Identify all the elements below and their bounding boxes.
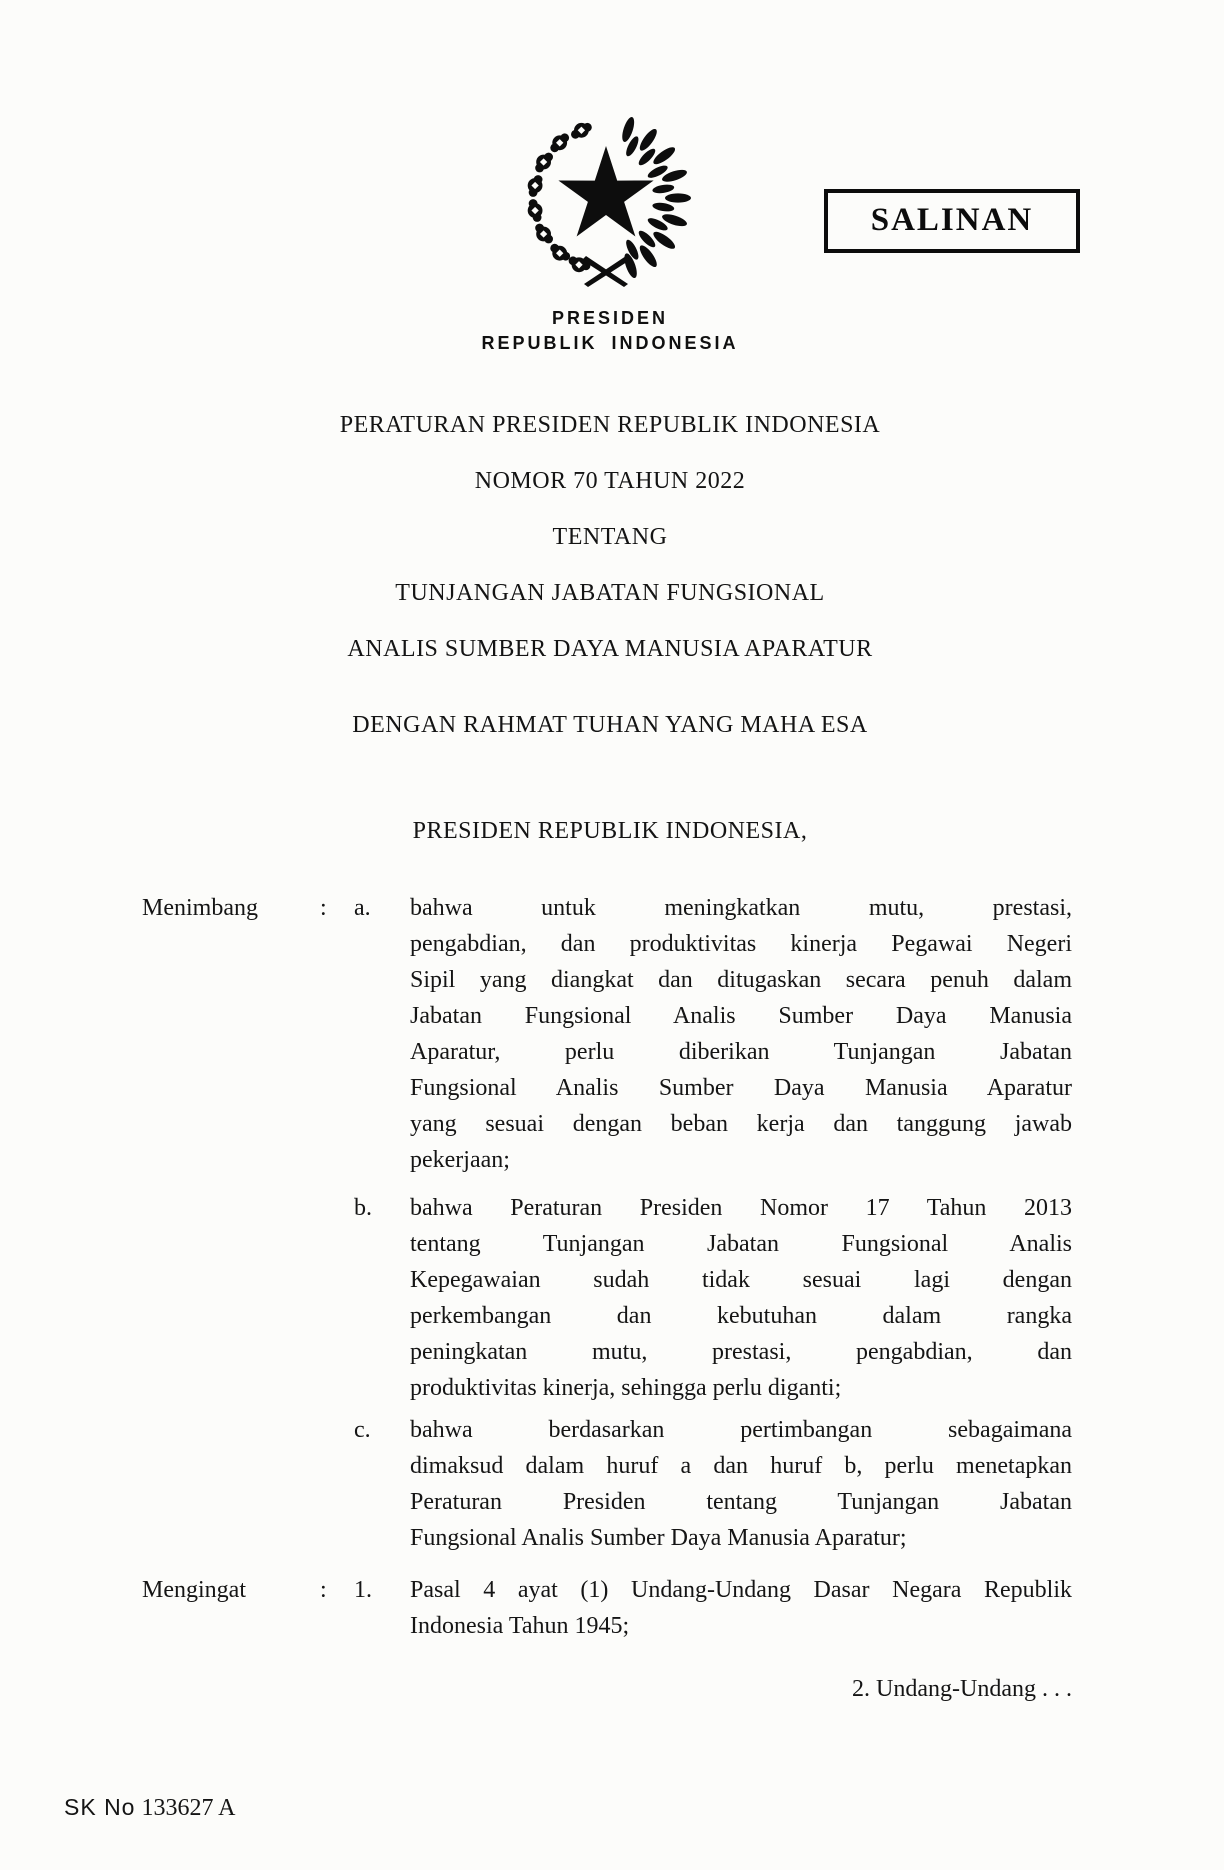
considering-item-c-text (410, 1412, 1072, 1556)
letterhead (210, 306, 1010, 356)
text-line: pengabdian, dan produktivitas kinerja Pegawai Negeri (410, 931, 1072, 957)
text-line: peningkatan mutu, prestasi, pengabdian, dan (410, 1339, 1072, 1365)
considering-item-b-text (410, 1190, 1072, 1406)
text-line: bahwa berdasarkan pertimbangan sebagaimana (410, 1417, 1072, 1443)
text-line: Jabatan Fungsional Analis Sumber Daya Manusia (410, 1003, 1072, 1029)
regulation-number-line: NOMOR 70 TAHUN 2022 (474, 468, 746, 494)
letterhead-line-presiden: PRESIDEN (551, 308, 669, 328)
regulation-title-line1: PERATURAN PRESIDEN REPUBLIK INDONESIA (339, 412, 881, 438)
text-line: yang sesuai dengan beban kerja dan tanggung jawab (410, 1111, 1072, 1137)
catchword-next-page: 2. Undang-Undang . . . (852, 1676, 1072, 1702)
footer-sk-prefix: SK No (64, 1794, 136, 1820)
remembering-item-1-text (410, 1572, 1072, 1644)
considering-item-a-marker: a. (354, 895, 371, 921)
salinan-copy-stamp (824, 189, 1080, 253)
text-line: Fungsional Analis Sumber Daya Manusia Aparatur (410, 1075, 1072, 1101)
considering-item-a-text (410, 890, 1072, 1178)
text-line: bahwa Peraturan Presiden Nomor 17 Tahun 2013 (410, 1195, 1072, 1221)
text-line: produktivitas kinerja, sehingga perlu diganti; (410, 1375, 842, 1401)
star-wreath-emblem-icon (522, 116, 692, 288)
text-line: pekerjaan; (410, 1147, 510, 1173)
remembering-item-1-marker: 1. (354, 1577, 372, 1603)
regulation-subject-line2: ANALIS SUMBER DAYA MANUSIA APARATUR (347, 636, 873, 662)
salinan-stamp-label: SALINAN (870, 202, 1034, 238)
regulation-subject-line1: TUNJANGAN JABATAN FUNGSIONAL (395, 580, 825, 606)
considering-item-c-marker: c. (354, 1417, 371, 1443)
text-line: Pasal 4 ayat (1) Undang-Undang Dasar Negara Republik (410, 1577, 1072, 1603)
text-line: bahwa untuk meningkatkan mutu, prestasi, (410, 895, 1072, 921)
text-line: Kepegawaian sudah tidak sesuai lagi dengan (410, 1267, 1072, 1293)
regulation-tentang-line: TENTANG (552, 524, 668, 550)
text-line: perkembangan dan kebutuhan dalam rangka (410, 1303, 1072, 1329)
text-line: Aparatur, perlu diberikan Tunjangan Jabatan (410, 1039, 1072, 1065)
text-line: tentang Tunjangan Jabatan Fungsional Analis (410, 1231, 1072, 1257)
footer-sk-number (64, 1794, 236, 1822)
text-line: Indonesia Tahun 1945; (410, 1613, 630, 1639)
remembering-separator: : (320, 1577, 327, 1603)
considering-item-b-marker: b. (354, 1195, 372, 1221)
considering-separator: : (320, 895, 327, 921)
text-line: dimaksud dalam huruf a dan huruf b, perlu menetapkan (410, 1453, 1072, 1479)
letterhead-line-republik-indonesia: REPUBLIK INDONESIA (481, 333, 739, 353)
authority-line: PRESIDEN REPUBLIK INDONESIA, (412, 818, 808, 844)
text-line: Sipil yang diangkat dan ditugaskan secara penuh dalam (410, 967, 1072, 993)
considering-label: Menimbang (142, 895, 258, 921)
invocation-line: DENGAN RAHMAT TUHAN YANG MAHA ESA (352, 712, 868, 738)
text-line: Peraturan Presiden tentang Tunjangan Jabatan (410, 1489, 1072, 1515)
text-line: Fungsional Analis Sumber Daya Manusia Aparatur; (410, 1525, 907, 1551)
remembering-label: Mengingat (142, 1577, 246, 1603)
footer-sk-value: 133627 A (141, 1795, 236, 1821)
